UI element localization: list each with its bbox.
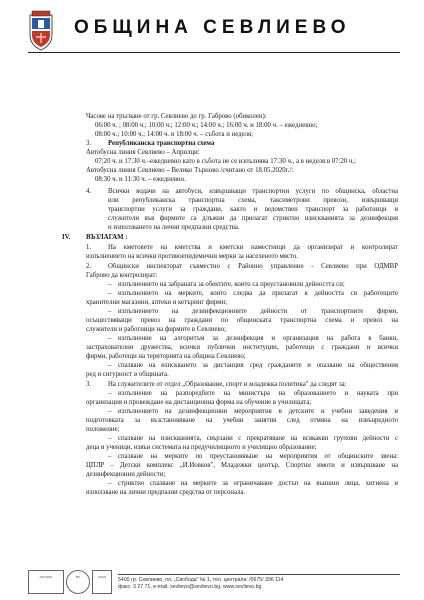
bus-line-tarnovo-times: 08:30 ч. и 11:30 ч. – ежедневно. <box>95 176 186 183</box>
bullet-line: деца и ученици, извън системата на предучилищното и училищно образование; <box>86 444 317 451</box>
bullet-line: застрахователни дружества, всички публични институции, работещи с граждани и всички <box>86 344 398 351</box>
paragraph-line: Всички водачи на автобуси, извършващи транспортни услуги по общинска, областна <box>108 188 398 195</box>
bullet-line: служители и работници на фирмите в Севлиево; <box>86 326 226 333</box>
bullet-line: изпълнението на дезинфекционните дейности от транспортните фирми, <box>118 308 398 315</box>
bullet-dash: – <box>108 362 112 369</box>
paragraph-line: На служителите от отдел „Образование, спорт и младежка политика" да следят за: <box>108 381 347 388</box>
header-divider <box>28 52 400 53</box>
bullet-line: положение; <box>86 426 120 433</box>
footer-contact <box>118 577 283 591</box>
item-number: 3. <box>86 381 92 388</box>
paragraph-line: На кметовете на кметства и кметски наместници да организират и контролират <box>108 244 398 251</box>
bullet-line: изпълнението на мерките, които следва да прилагат в дейността си работещите <box>118 290 398 297</box>
bullet-dash: – <box>108 290 112 297</box>
bullet-line: дезинфекционни дейности; <box>86 471 166 478</box>
bullet-line: подготовката за възстановяване на учебни занятия след отмяна на извънредното <box>86 417 398 424</box>
bullet-line: спазване на изискването за дистанция сред гражданите и опазване на обществения <box>118 362 398 369</box>
item-number: 2. <box>86 263 92 270</box>
bullet-line: спазване на изискванията, свързани с прекратяване на всякакви групови дейности с <box>118 435 398 442</box>
bullet-line: изпълнението на забраната за обектите, които са преустановили дейността си; <box>118 281 345 288</box>
bureau-veritas-logo: BV <box>66 570 90 594</box>
paragraph-line: служители във фирмите са длъжни да прилагат стриктно изискванията за дезинфекция <box>108 215 398 222</box>
bullet-line: изпълнението на дезинфекционни мероприятия в детските и учебни заведения и <box>118 408 398 415</box>
bus-line-aprilci: Автобусна линия Севлиево – Априлци: <box>86 149 200 156</box>
bullet-dash: – <box>108 281 112 288</box>
ukas-logo: UKAS <box>92 570 112 594</box>
bullet-dash: – <box>108 390 112 397</box>
paragraph-line: или републиканска транспортна схема, таксиметрови превози, извършващи <box>108 197 398 204</box>
chapter-number: IV. <box>62 234 71 241</box>
bullet-line: стриктно спазване на мерките за ограничаване достъп на външни лица, хигиена и <box>118 480 398 487</box>
bullet-dash: – <box>108 435 112 442</box>
paragraph-line: транспортни услуги за граждани, както и ведомствен транспорт за работници и <box>108 206 398 213</box>
iso-certification-logo: ISO 9001 <box>28 570 64 594</box>
footer-fax-email: факс: 3 27 71, e-mail: sevlievo@sevlievo.bg, www.sevlievo.bg <box>118 584 262 590</box>
bullet-dash: – <box>108 453 112 460</box>
bullet-line: изпълнение на разпоредбите на министъра на образованието и науката при <box>118 390 398 397</box>
bus-line-tarnovo: Автобусна линия Севлиево – Велико Търново /считано от 18.05.2020г./: <box>86 167 294 174</box>
bullet-line: спазване на мерките по преустановяване на мероприятия от общинските звена: <box>118 453 398 460</box>
bullet-line: ЦПЛР – Детски комплекс „Й.Йовков", Младежки център, Спортни имоти и извършване на <box>86 462 398 469</box>
schedule-line-weekday: 06:00 ч. ; 08:00 ч.; 10:00 ч.; 12:00 ч.; 14:00 ч.; 16:00 ч. и 18:00 ч. – ежедневно; <box>95 122 318 129</box>
item-number: 1. <box>86 244 92 251</box>
section-heading: Републиканска транспортна схема <box>108 140 215 147</box>
bullet-line: използване на лични предпазни средства от персонала. <box>86 489 246 496</box>
bullet-dash: – <box>108 408 112 415</box>
bullet-line: ред и сигурност в общината. <box>86 371 169 378</box>
bullet-line: изпълнение на алгоритъм за дезинфекция и организация на работа в банки, <box>118 335 398 342</box>
page-title: ОБЩИНА СЕВЛИЕВО <box>74 17 351 38</box>
section-number: 4. <box>86 188 92 195</box>
paragraph-line: Общински инспекторат съвместно с Районно управление - Севлиево при ОДМВР <box>108 263 398 270</box>
bullet-line: хранителни магазини, аптеки и кетъринг фирми; <box>86 299 227 306</box>
footer-divider <box>118 574 400 575</box>
bullet-line: организация и провеждане на дистанционна форма на обучение в училищата; <box>86 399 312 406</box>
bullet-dash: – <box>108 335 112 342</box>
chapter-heading: ВЪЗЛАГАМ : <box>86 234 128 241</box>
municipal-coat-of-arms-icon <box>28 9 54 51</box>
paragraph-line: изпълнението на всички противоепидемични мерки за населеното място. <box>86 253 299 260</box>
paragraph-line: Габрово да контролират: <box>86 272 158 279</box>
footer-address: 5400 гр. Севлиево, пл. „Свобода" № 1, тел. централа: /0675/ 396 114 <box>118 577 284 583</box>
bus-line-aprilci-times: 07:20 ч. и 17:30 ч.–ежедневно като в събота не се изпълнява 17:30 ч., а в неделя в 07:20 ч.; <box>95 158 356 165</box>
bullet-line: фирми, работещи на територията на община Севлиево; <box>86 353 246 360</box>
paragraph-line: и използването на лични предпазни средства. <box>108 224 240 231</box>
schedule-line-weekend: 08:00 ч.; 10:00 ч.; 14:00 ч. и 18:00 ч. – събота и неделя; <box>95 131 254 138</box>
bullet-line: осъществяващи превоз на граждани по общинската транспортна схема и превоз на <box>86 317 398 324</box>
section-number: 3. <box>86 140 92 147</box>
schedule-heading: Часове на тръгване от гр. Севлиево до гр. Габрово (обиколен): <box>86 113 267 120</box>
bullet-dash: – <box>108 480 112 487</box>
bullet-dash: – <box>108 308 112 315</box>
